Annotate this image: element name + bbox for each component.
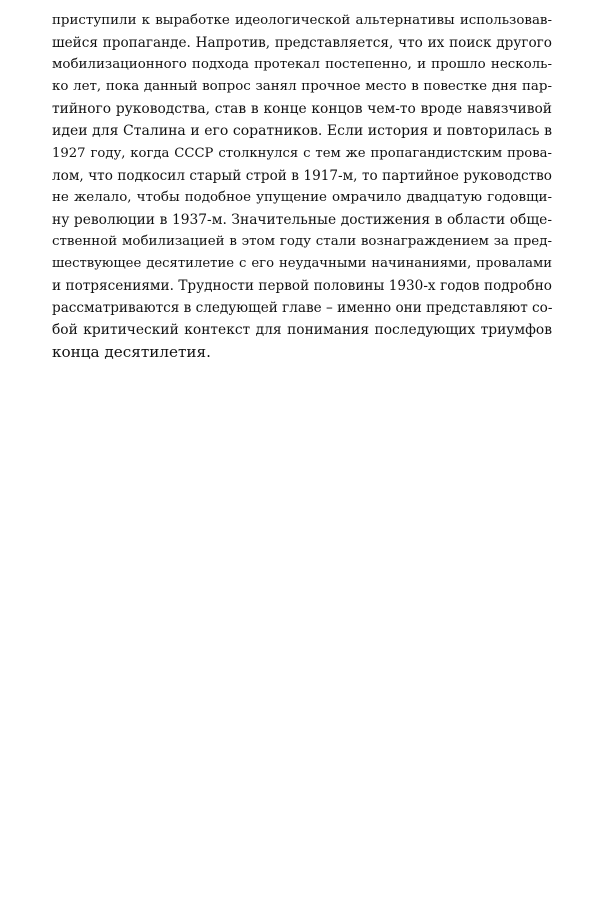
text-line-last: конца десятилетия.	[52, 343, 211, 362]
text-line: 1927 году, когда СССР столкнулся с тем же пропагандистским прова-	[52, 145, 552, 161]
text-line: приступили к выработке идеологической альтернативы использовав-	[52, 13, 552, 28]
text-line: ственной мобилизацией в этом году стали вознаграждением за пред-	[52, 233, 552, 249]
text-line: лом, что подкосил старый строй в 1917-м, то партийное руководство	[52, 167, 552, 184]
text-line: и потрясениями. Трудности первой половины 1930-х годов подробно	[52, 278, 552, 295]
text-line: не желало, чтобы подобное упущение омрачило двадцатую годовщи-	[52, 189, 552, 205]
text-line: шейся пропаганде. Напротив, представляется, что их поиск другого	[52, 35, 552, 52]
body-text	[52, 10, 552, 364]
text-line: идеи для Сталина и его соратников. Если история и повторилась в	[52, 123, 552, 140]
text-line: тийного руководства, став в конце концов чем-то вроде навязчивой	[52, 101, 552, 118]
text-line: ко лет, пока данный вопрос занял прочное место в повестке дня пар-	[52, 79, 552, 95]
text-line: ну революции в 1937-м. Значительные достижения в области обще-	[52, 211, 552, 228]
text-line: бой критический контекст для понимания последующих триумфов	[52, 322, 552, 339]
text-line: рассматриваются в следующей главе – именно они представляют со-	[52, 300, 553, 317]
text-line: мобилизационного подхода протекал постепенно, и прошло несколь-	[52, 57, 552, 73]
text-line: шествующее десятилетие с его неудачными начинаниями, провалами	[52, 256, 552, 272]
